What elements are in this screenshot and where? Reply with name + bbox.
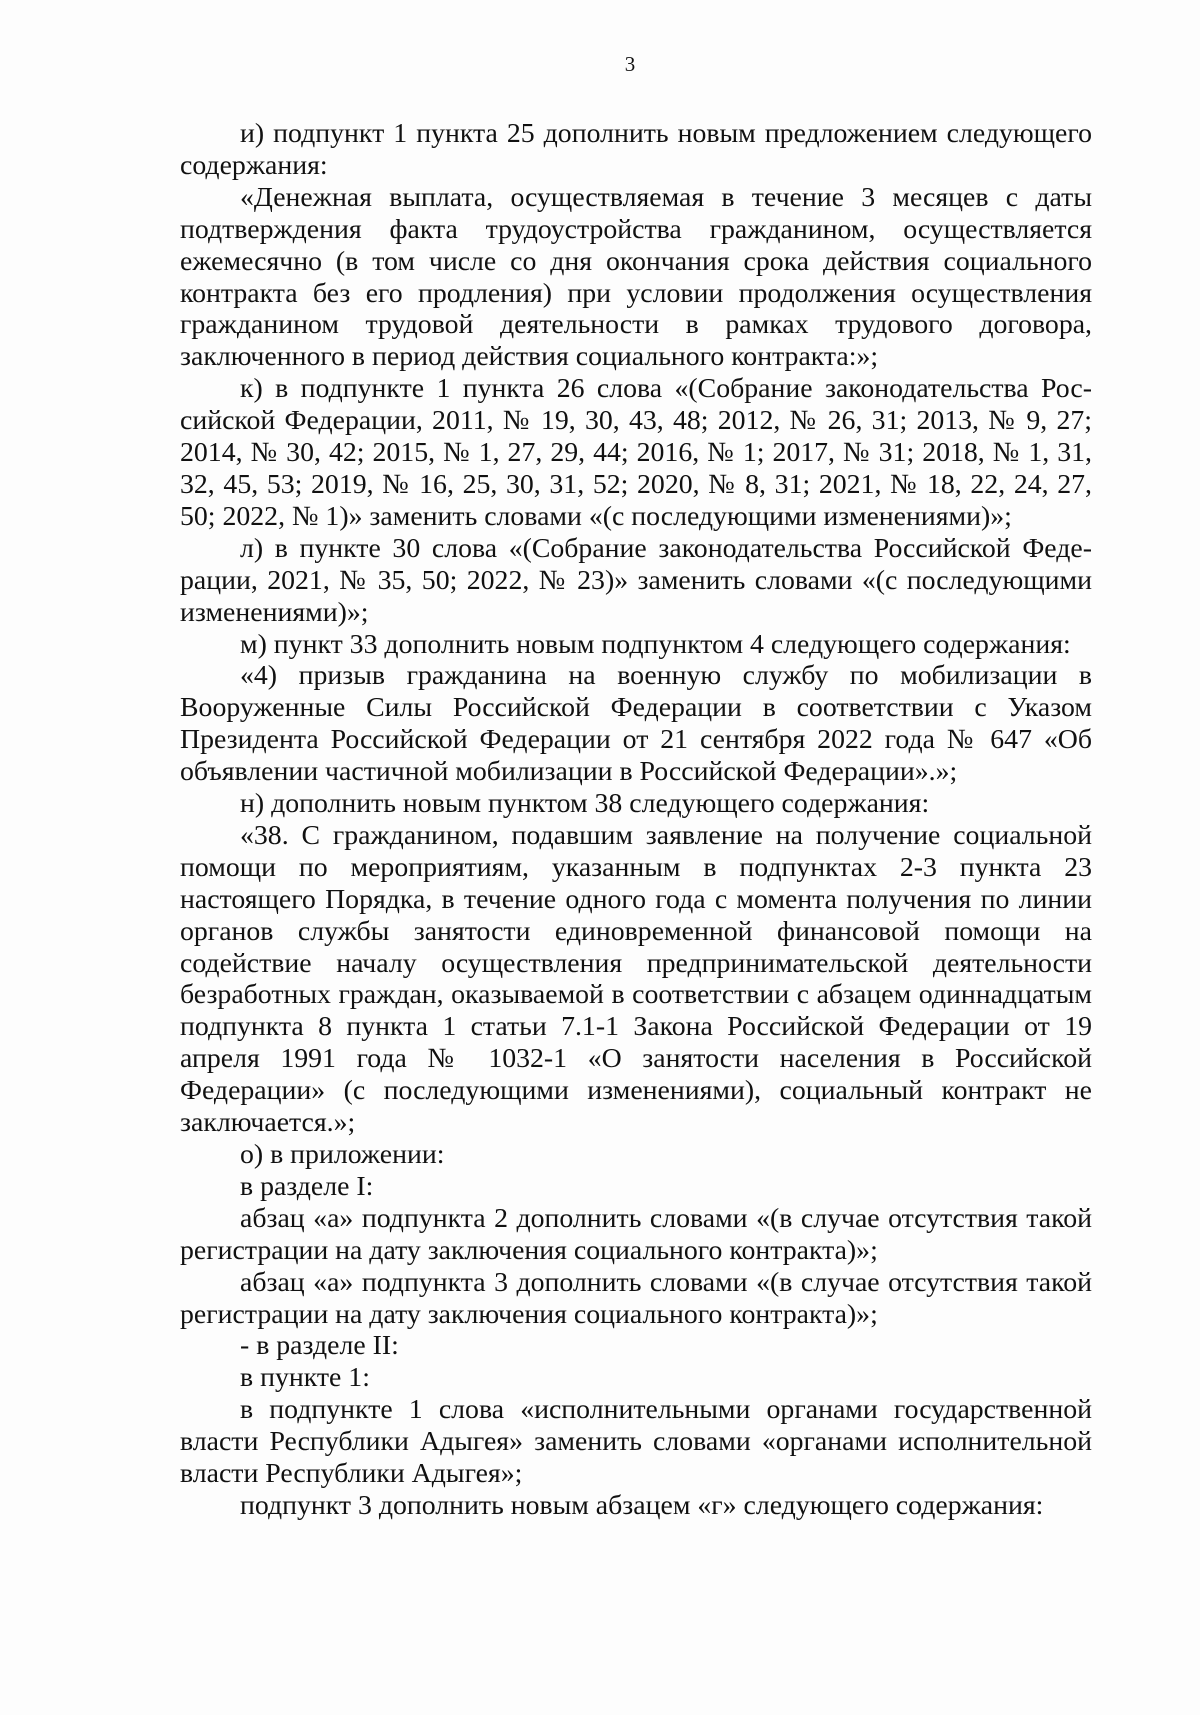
document-body bbox=[180, 118, 1092, 1522]
paragraph-l: л) в пункте 30 слова «(Собрание законодательства Российской Федерации, 2021, № 35, 50; 2022, № 23)» заменить словами «(с последующими изменениями)»; bbox=[180, 532, 1092, 628]
paragraph-quote-payment: «Денежная выплата, осуществляемая в течение 3 месяцев с даты подтверждения факта трудоустройства гражданином, осуществляется ежемесячно (в том числе со дня окончания срока действия социального контракта без его продления) при условии продолжения осуществления гражданином трудовой деятельности в рамках трудового договора, заключенного в период действия социального контракта:»; bbox=[180, 181, 1092, 373]
paragraph-subpoint-1: в подпункте 1 слова «исполнительными органами государственной власти Республики Адыгея» заменить словами «органами исполнительной власти Республики Адыгея»; bbox=[180, 1394, 1092, 1490]
paragraph-subpoint-3: подпункт 3 дополнить новым абзацем «г» следующего содержания: bbox=[240, 1489, 1044, 1521]
paragraph-quote-mobilization: «4) призыв гражданина на военную службу по мобилизации в Вооруженные Силы Российской Федерации в соответствии с Указом Президента Российской Федерации от 21 сентября 2022 года № 647 «Об объявлении частичной мобилизации в Российской Федерации».»; bbox=[180, 660, 1092, 788]
paragraph-point-1: в пункте 1: bbox=[240, 1362, 370, 1394]
paragraph-subitem-2: абзац «а» подпункта 2 дополнить словами «(в случае отсутствия такой регистрации на дату заключения социального контракта)»; bbox=[180, 1202, 1092, 1266]
paragraph-m: м) пункт 33 дополнить новым подпунктом 4 следующего содержания: bbox=[240, 628, 1071, 660]
paragraph-o: о) в приложении: bbox=[240, 1139, 445, 1170]
paragraph-subitem-3: абзац «а» подпункта 3 дополнить словами «(в случае отсутствия такой регистрации на дату заключения социального контракта)»; bbox=[180, 1266, 1092, 1330]
page-number: 3 bbox=[624, 52, 636, 76]
paragraph-section-1: в разделе I: bbox=[240, 1170, 374, 1202]
paragraph-quote-38: «38. С гражданином, подавшим заявление на получение социальной помощи по мероприятиям, указанным в подпунктах 2-3 пункта 23 настоящего Порядка, в течение одного года с момента получения по линии органов службы занятости единовременной финансовой помощи на содействие началу осуществления предпринимательской деятельности безработных граждан, оказываемой в соответствии с абзацем одиннадцатым подпункта 8 пункта 1 статьи 7.1-1 Закона Российской Федерации от 19 апреля 1991 года № 1032-1 «О занятости населения в Российской Федерации» (с последующими изменениями), социальный контракт не заключается.»; bbox=[180, 819, 1092, 1139]
paragraph-n: н) дополнить новым пунктом 38 следующего содержания: bbox=[240, 788, 930, 820]
paragraph-k: к) в подпункте 1 пункта 26 слова «(Собрание законодательства Российской Федерации, 2011, № 19, 30, 43, 48; 2012, № 26, 31; 2013, № 9, 27; 2014, № 30, 42; 2015, № 1, 27, 29, 44; 2016, № 1; 2017, № 31; 2018, № 1, 31, 32, 45, 53; 2019, № 16, 25, 30, 31, 52; 2020, № 8, 31; 2021, № 18, 22, 24, 27, 50; 2022, № 1)» заменить словами «(с последующими изменениями)»; bbox=[180, 373, 1092, 532]
paragraph-i: и) подпункт 1 пункта 25 дополнить новым предложением следующего содержания: bbox=[180, 118, 1092, 181]
paragraph-section-2: - в разделе II: bbox=[240, 1330, 399, 1362]
